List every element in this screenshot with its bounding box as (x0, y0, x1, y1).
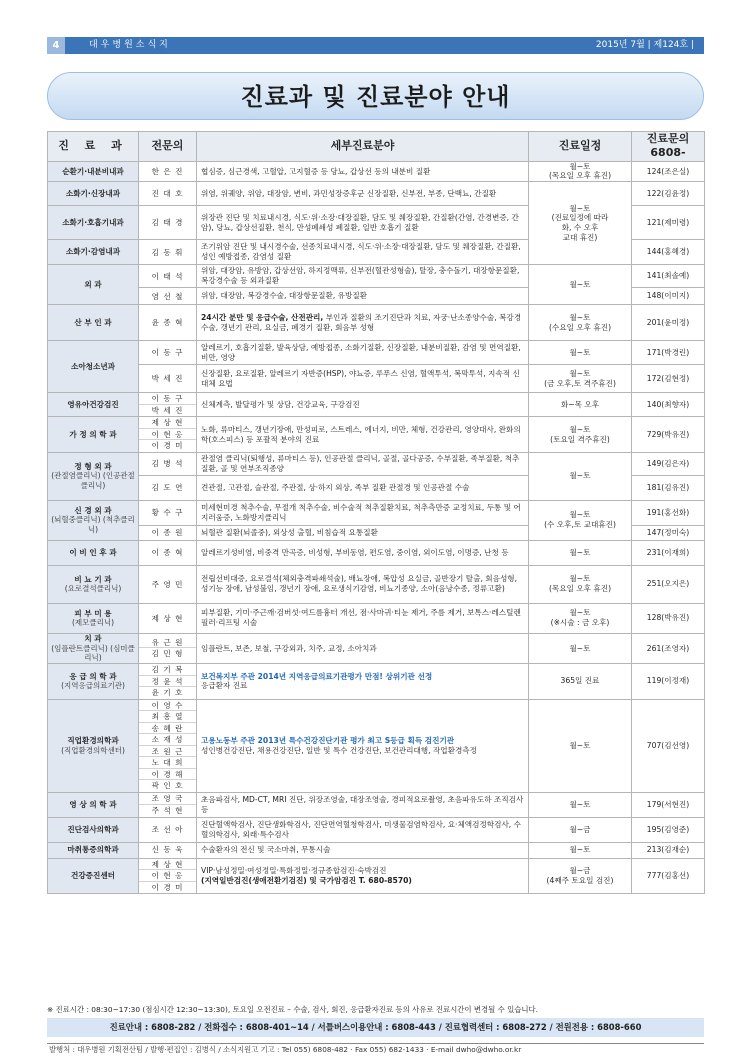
specialty-text: 위장관 진단 및 치료내시경, 식도·위·소장·대장질환, 담도 및 췌장질환, 간질환(간염, 간경변증, 간암), 당뇨, 갑상선질환, 천식, 만성폐쇄성 폐질환, 일반 호흡기 질환 (201, 212, 519, 232)
doctor-name: 제 상 현 (139, 859, 196, 871)
doctor-name: 이 태 석 (151, 271, 184, 281)
doctor-name: 최 흥 열 (139, 711, 196, 723)
specialty-text: 임플란트, 보존, 보철, 구강외과, 치주, 교정, 소아치과 (201, 643, 377, 653)
doctor-cell (139, 206, 197, 240)
doctor-cell (139, 699, 197, 792)
doctor-name: 곽 인 호 (151, 781, 184, 791)
page-title: 진료과 및 진료분야 안내 (240, 83, 511, 111)
specialty-text: 알레르기성비염, 비중격 만곡증, 비성형, 부비동염, 편도염, 중이염, 외이도염, 이명증, 난청 등 (201, 547, 509, 557)
dept-name: 건강증진센터 (70, 870, 115, 880)
table-row (48, 664, 705, 700)
dept-name: 가 정 의 학 과 (69, 429, 117, 439)
specialty-cell (197, 540, 529, 565)
doctor-name: 이 경 해 (139, 769, 196, 781)
dept-name: 영유아건강검진 (67, 399, 119, 409)
dept-cell (48, 341, 139, 393)
specialty-cell (197, 265, 529, 288)
schedule-cell: 월~금 (529, 817, 632, 842)
table-row (48, 565, 705, 603)
schedule-cell: 월~토 (529, 452, 632, 500)
table-header-row (48, 132, 705, 162)
table-row (48, 699, 705, 792)
specialty-cell (197, 699, 529, 792)
schedule-cell: 월~토 (목요일 오후 휴진) (529, 565, 632, 603)
doctor-cell (139, 161, 197, 182)
tel-cell: 149(김은자) (632, 452, 705, 475)
page-number: 4 (47, 37, 65, 54)
specialty-text: 위암, 대장암, 유방암, 갑상선암, 하지정맥류, 신부전(혈관성형술), 탈장, 충수돌기, 대장항문질환, 복강경수술 등 외과질환 (201, 266, 520, 286)
dept-name: 순환기·내분비내과 (62, 166, 124, 176)
table-row (48, 305, 705, 341)
schedule-cell: 월~토 (목요일 오후 휴진) (529, 161, 632, 182)
doctor-cell (139, 265, 197, 288)
tel-cell: 144(홍혜경) (632, 240, 705, 265)
specialty-cell (197, 817, 529, 842)
table-row (48, 792, 705, 817)
dept-cell (48, 305, 139, 341)
dept-name: 직업환경의학과 (67, 735, 119, 745)
doctor-name: 박 세 진 (151, 405, 184, 415)
table-row (48, 858, 705, 894)
doctor-name: 조 영 국 (139, 793, 196, 805)
specialty-cell (197, 161, 529, 182)
tel-cell: 195(김영준) (632, 817, 705, 842)
clinic-hours-note: ※ 진료시간 : 08:30~17:30 (점심시간 12:30~13:30), 토요일 오전진료 – 수술, 검사, 회진, 응급환자진료 등의 사유로 진료시간이 변경될 수 있습니다. (47, 1005, 539, 1014)
dept-cell (48, 603, 139, 633)
dept-name: 이 비 인 후 과 (69, 547, 117, 557)
tel-cell: 201(윤미정) (632, 305, 705, 341)
specialty-text: 관절염 클리닉(퇴행성, 류마티스 등), 인공관절 클리닉, 골절, 골다공증, 수부질환, 족부질환, 척추질환, 골 및 연부조직종양 (201, 453, 520, 473)
specialty-highlight: 보건복지부 주관 2014년 지역응급의료기관평가 만점! 상위기관 선정 (201, 671, 433, 681)
dept-cell (48, 633, 139, 663)
doctor-cell (139, 182, 197, 206)
schedule-cell: 365일 진료 (529, 664, 632, 700)
newsletter-header-bar (47, 37, 704, 54)
header-doctor: 전문의 (139, 132, 197, 162)
dept-cell (48, 842, 139, 858)
schedule-cell: 월~토 (※시술 : 금 오후) (529, 603, 632, 633)
dept-name: 진단검사의학과 (67, 824, 119, 834)
schedule-cell: 월~토 (529, 341, 632, 365)
schedule-cell: 월~토 (529, 540, 632, 565)
dept-subtitle: (제모클리닉) (71, 618, 115, 628)
tel-cell: 179(서현진) (632, 792, 705, 817)
tel-cell: 707(김선영) (632, 699, 705, 792)
specialty-cell (197, 475, 529, 500)
specialty-cell (197, 365, 529, 393)
doctor-cell (139, 525, 197, 540)
specialty-text: 위염, 위궤양, 위암, 대장암, 변비, 과민성장증후군 신장질환, 신부전, 부종, 단백뇨, 간질환 (201, 188, 497, 198)
dept-cell (48, 792, 139, 817)
dept-subtitle: (관절염클리닉) (인공관절클리닉) (51, 471, 135, 491)
doctor-name: 김 민 형 (151, 649, 184, 659)
doctor-name: 김 도 연 (151, 483, 184, 493)
table-row (48, 365, 705, 393)
tel-cell: 213(김재순) (632, 842, 705, 858)
specialty-cell (197, 792, 529, 817)
specialty-text: 진단혈액학검사, 진단생화학검사, 진단면역혈청학검사, 미생물검염학검사, 요·체액검정학검사, 수혈의학검사, 외래·특수검사 (201, 819, 521, 839)
tel-cell: 147(정미숙) (632, 525, 705, 540)
dept-name: 소화기·호흡기내과 (62, 217, 124, 227)
doctor-name: 윤 종 혁 (151, 318, 184, 328)
specialty-highlight: 고용노동부 주관 2013년 특수건강진단기관 평가 최고 S등급 획득 검진기관 (201, 735, 455, 745)
tel-cell: 124(조은실) (632, 161, 705, 182)
specialty-cell (197, 633, 529, 663)
specialty-cell (197, 525, 529, 540)
dept-name: 소화기·감염내과 (65, 247, 121, 257)
dept-subtitle: (요로결석클리닉) (64, 584, 122, 594)
doctor-name: 주 석 현 (151, 805, 184, 815)
specialty-text: 신장질환, 요로질환, 알레르기 자반증(HSP), 야뇨증, 루푸스 신염, 혈액투석, 복막투석, 지속적 신대체 요법 (201, 368, 520, 388)
doctor-name: 이 종 혁 (151, 548, 184, 558)
dept-subtitle: (직업환경의학센터) (61, 745, 125, 755)
doctor-name: 이 영 수 (139, 700, 196, 712)
doctor-cell (139, 288, 197, 305)
specialty-text: 수술환자의 전신 및 국소마취, 무통시술 (201, 845, 331, 855)
specialty-cell (197, 182, 529, 206)
specialty-cell (197, 341, 529, 365)
schedule-cell: 월~토 (529, 265, 632, 305)
dept-name: 응 급 의 학 과 (69, 671, 117, 681)
dept-cell (48, 240, 139, 265)
specialty-cell (197, 565, 529, 603)
issue-date: 2015년 7월 | 제124호 | (595, 40, 694, 50)
doctor-cell (139, 540, 197, 565)
dept-cell (48, 161, 139, 182)
specialty-text: 조기위암 진단 및 내시경수술, 선종치료내시경, 식도·위·소장·대장질환, 담도 및 췌장질환, 간질환, 성인 예방접종, 감염성 질환 (201, 242, 521, 262)
specialty-text: 성인병건강진단, 채용건강진단, 일반 및 특수 건강진단, 보건관리대행, 작업환경측정 (201, 745, 477, 755)
specialty-text: 초음파검사, MD-CT, MRI 진단, 위장조영술, 대장조영술, 경피적요로촬영, 초음파유도하 조직검사 등 (201, 794, 524, 814)
doctor-name: 황 수 구 (151, 508, 184, 518)
specialty-text: 부인과 질환의 조기진단과 치료, 자궁·난소종양수술, 복강경수술, 갱년기 관리, 요실금, 폐경기 질환, 회음부 성형 (201, 312, 522, 332)
tel-cell: 141(최솔예) (632, 265, 705, 288)
newsletter-name: 대우병원소식지 (89, 40, 171, 50)
specialty-cell (197, 288, 529, 305)
table-row (48, 452, 705, 475)
schedule-cell: 화~목 오후 (529, 393, 632, 417)
tel-cell: 251(오지은) (632, 565, 705, 603)
doctor-cell (139, 305, 197, 341)
table-row (48, 500, 705, 525)
doctor-name: 박 세 진 (151, 374, 184, 384)
doctor-name: 정 윤 석 (139, 676, 196, 688)
tel-cell: 119(이정재) (632, 664, 705, 700)
specialty-cell (197, 417, 529, 453)
doctor-name: 이 동 구 (139, 393, 196, 405)
publisher-footer: 발행처 : 대우병원 기획전산팀 / 발행·편집인 : 김병식 / 소식지원고 기고 : Tel 055) 6808-482 · Fax 055) 682-1433 · E-mail dwho@dwho.or.kr (47, 1043, 704, 1055)
doctor-cell (139, 475, 197, 500)
dept-cell (48, 699, 139, 792)
specialty-text: 알레르기, 호흡기질환, 발육상담, 예방접종, 소화기질환, 신장질환, 내분비질환, 감염 및 면역질환, 비만, 영양 (201, 342, 521, 362)
tel-cell: 261(조영자) (632, 633, 705, 663)
doctor-name: 조 원 근 (139, 746, 196, 758)
specialty-text: VIP·남성정밀·여성정밀·특화정밀·정규종합검진·숙박검진 (201, 866, 387, 876)
schedule-cell: 월~토 (토요일 격주휴진) (529, 417, 632, 453)
doctor-name: 송 혜 란 (139, 723, 196, 735)
dept-name: 비 뇨 기 과 (74, 574, 112, 584)
specialty-bold: (지역일반검진(생애전환기검진) 및 국가암검진 T. 680-8570) (201, 875, 412, 885)
specialty-text: 견관절, 고관절, 슬관절, 주관절, 상·하지 외상, 족부 질환 관절경 및 인공관절 수술 (201, 482, 470, 492)
doctor-name: 제 상 현 (151, 613, 184, 623)
doctor-name: 김 병 석 (151, 459, 184, 469)
tel-cell: 172(김현정) (632, 365, 705, 393)
dept-name: 피 부 미 용 (74, 608, 112, 618)
specialty-cell (197, 858, 529, 894)
doctor-name: 김 태 경 (151, 218, 184, 228)
doctor-cell (139, 792, 197, 817)
table-row (48, 182, 705, 206)
dept-cell (48, 393, 139, 417)
department-schedule-table (47, 131, 705, 894)
dept-subtitle: (뇌혈중클리닉) (척추클리닉) (51, 515, 135, 535)
dept-cell (48, 452, 139, 500)
dept-cell (48, 858, 139, 894)
header-specialty: 세부진료분야 (197, 132, 529, 162)
tel-cell: 171(박경린) (632, 341, 705, 365)
tel-cell: 181(김유진) (632, 475, 705, 500)
doctor-name: 이 경 미 (151, 441, 184, 451)
doctor-name: 노 대 희 (139, 757, 196, 769)
dept-name: 소화기·신장내과 (65, 188, 121, 198)
doctor-name: 한 은 진 (151, 166, 184, 176)
doctor-cell (139, 341, 197, 365)
doctor-name: 제 상 현 (139, 417, 196, 429)
dept-name: 외 과 (84, 279, 102, 289)
schedule-cell: 월~토 (수 오후,토 교대휴진) (529, 500, 632, 540)
header-schedule: 진료일정 (529, 132, 632, 162)
table-row (48, 842, 705, 858)
specialty-text: 협심증, 심근경색, 고혈압, 고지혈증 등 당뇨, 갑상선 등의 내분비 질환 (201, 166, 431, 176)
dept-subtitle: (지역응급의료기관) (61, 681, 125, 691)
doctor-name: 이 동 구 (151, 348, 184, 358)
doctor-name: 염 선 철 (151, 291, 184, 301)
specialty-cell (197, 240, 529, 265)
doctor-name: 진 대 호 (151, 189, 184, 199)
table-row (48, 265, 705, 288)
dept-name: 마취통증의학과 (67, 845, 119, 855)
doctor-cell (139, 603, 197, 633)
header-tel-label: 진료문의 (646, 132, 690, 145)
specialty-text: 위암, 대장암, 복강경수술, 대장항문질환, 유방질환 (201, 291, 368, 301)
doctor-cell (139, 565, 197, 603)
table-row (48, 633, 705, 663)
tel-cell: 128(박유진) (632, 603, 705, 633)
doctor-cell (139, 664, 197, 700)
doctor-name: 이 경 미 (151, 882, 184, 892)
table-row (48, 161, 705, 182)
specialty-cell (197, 664, 529, 700)
doctor-cell (139, 858, 197, 894)
dept-name: 산 부 인 과 (74, 317, 112, 327)
doctor-name: 이 종 원 (151, 528, 184, 538)
dept-cell (48, 817, 139, 842)
table-row (48, 817, 705, 842)
dept-name: 치 과 (84, 633, 102, 643)
doctor-cell (139, 240, 197, 265)
dept-cell (48, 565, 139, 603)
table-row (48, 540, 705, 565)
dept-cell (48, 664, 139, 700)
schedule-cell: 월~토 (529, 842, 632, 858)
tel-cell: 231(이재희) (632, 540, 705, 565)
doctor-cell (139, 633, 197, 663)
dept-name: 영 상 의 학 과 (69, 799, 117, 809)
specialty-cell (197, 206, 529, 240)
tel-cell: 729(박유진) (632, 417, 705, 453)
dept-cell (48, 206, 139, 240)
dept-subtitle: (임플란트클리닉) (심미클리닉) (51, 643, 135, 663)
dept-cell (48, 417, 139, 453)
table-row (48, 393, 705, 417)
dept-name: 정 형 외 과 (74, 461, 112, 471)
schedule-cell: 월~토 (수요일 오후 휴진) (529, 305, 632, 341)
specialty-text: 미세현미경 척추수술, 무절개 척추수술, 비수술적 척추질환치료, 척추측만증 교정치료, 두통 및 어지러움증, 노화방지클리닉 (201, 502, 521, 522)
schedule-cell: 월~토 (진료일정에 따라 화, 수 오후 교대 휴진) (529, 182, 632, 265)
header-dept: 진 료 과 (48, 132, 139, 162)
doctor-name: 윤 기 호 (151, 688, 184, 698)
header-tel (632, 132, 705, 162)
specialty-cell (197, 603, 529, 633)
doctor-name: 이 현 옹 (139, 429, 196, 441)
doctor-name: 조 선 아 (151, 824, 184, 834)
specialty-text: 노화, 류마티스, 갱년기장애, 만성피로, 스트레스, 에너지, 비만, 체형, 건강관리, 영양대사, 완화의학(호스피스) 등 포괄적 분야의 진료 (201, 424, 521, 444)
schedule-cell: 월~토 (금 오후,토 격주휴진) (529, 365, 632, 393)
specialty-text: 신체계측, 발달평가 및 상담, 건강교육, 구강검진 (201, 399, 360, 409)
doctor-cell (139, 452, 197, 475)
header-tel-prefix: 6808- (650, 146, 686, 160)
schedule-cell: 월~토 (529, 792, 632, 817)
specialty-cell (197, 305, 529, 341)
tel-cell: 140(최향자) (632, 393, 705, 417)
doctor-cell (139, 500, 197, 525)
doctor-cell (139, 817, 197, 842)
doctor-cell (139, 417, 197, 453)
doctor-name: 이 현 옹 (139, 870, 196, 882)
specialty-cell (197, 842, 529, 858)
tel-cell: 122(김윤정) (632, 182, 705, 206)
specialty-text: 전립선비대증, 요로결석(체외충격파쇄석술), 배뇨장애, 복압성 요실금, 골반장기 탈출, 회음성형, 성기능 장애, 남성불임, 갱년기 장애, 요로생식기감염, 비뇨기종양, 소아(음낭수종, 정류고환) (201, 574, 518, 594)
tel-cell: 777(김홍선) (632, 858, 705, 894)
specialty-text: 뇌혈관 질환(뇌졸중), 외상성 출혈, 비침습적 요통질환 (201, 527, 378, 537)
contact-info-bar: 진료안내 : 6808-282 / 전화접수 : 6808-401~14 / 서틀버스이용안내 : 6808-443 / 진료협력센터 : 6808-272 / 전원전용 : 6808-660 (47, 1018, 704, 1037)
tel-cell: 191(홍선화) (632, 500, 705, 525)
doctor-cell (139, 393, 197, 417)
tel-cell: 148(이미지) (632, 288, 705, 305)
table-row (48, 603, 705, 633)
table-row (48, 341, 705, 365)
schedule-cell: 월~토 (529, 699, 632, 792)
dept-name: 신 경 외 과 (74, 505, 112, 515)
specialty-text: 응급환자 진료 (201, 681, 248, 691)
tel-cell: 121(제미령) (632, 206, 705, 240)
specialty-cell (197, 452, 529, 475)
specialty-bold: 24시간 분만 및 응급수술, 산전관리, (201, 312, 324, 322)
doctor-cell (139, 842, 197, 858)
specialty-text: 피부질환, 기미·주근깨·검버섯·여드름흉터 개선, 점·사마귀·티눈 제거, 주름 제거, 보톡스·레스틸렌필러·리프팅 시술 (201, 608, 521, 628)
specialty-cell (197, 500, 529, 525)
schedule-cell: 월~토 (529, 633, 632, 663)
doctor-cell (139, 365, 197, 393)
dept-cell (48, 500, 139, 540)
doctor-name: 유 근 원 (139, 637, 196, 649)
doctor-name: 김 동 휘 (151, 247, 184, 257)
schedule-cell: 월~금 (4째주 토요일 검진) (529, 858, 632, 894)
dept-cell (48, 265, 139, 305)
page-title-banner (47, 72, 704, 120)
doctor-name: 신 동 욱 (151, 845, 184, 855)
specialty-cell (197, 393, 529, 417)
dept-name: 소아청소년과 (70, 361, 115, 371)
dept-cell (48, 182, 139, 206)
doctor-name: 김 기 복 (139, 664, 196, 676)
doctor-name: 소 재 성 (139, 734, 196, 746)
table-row (48, 417, 705, 453)
dept-cell (48, 540, 139, 565)
doctor-name: 주 영 민 (151, 579, 184, 589)
